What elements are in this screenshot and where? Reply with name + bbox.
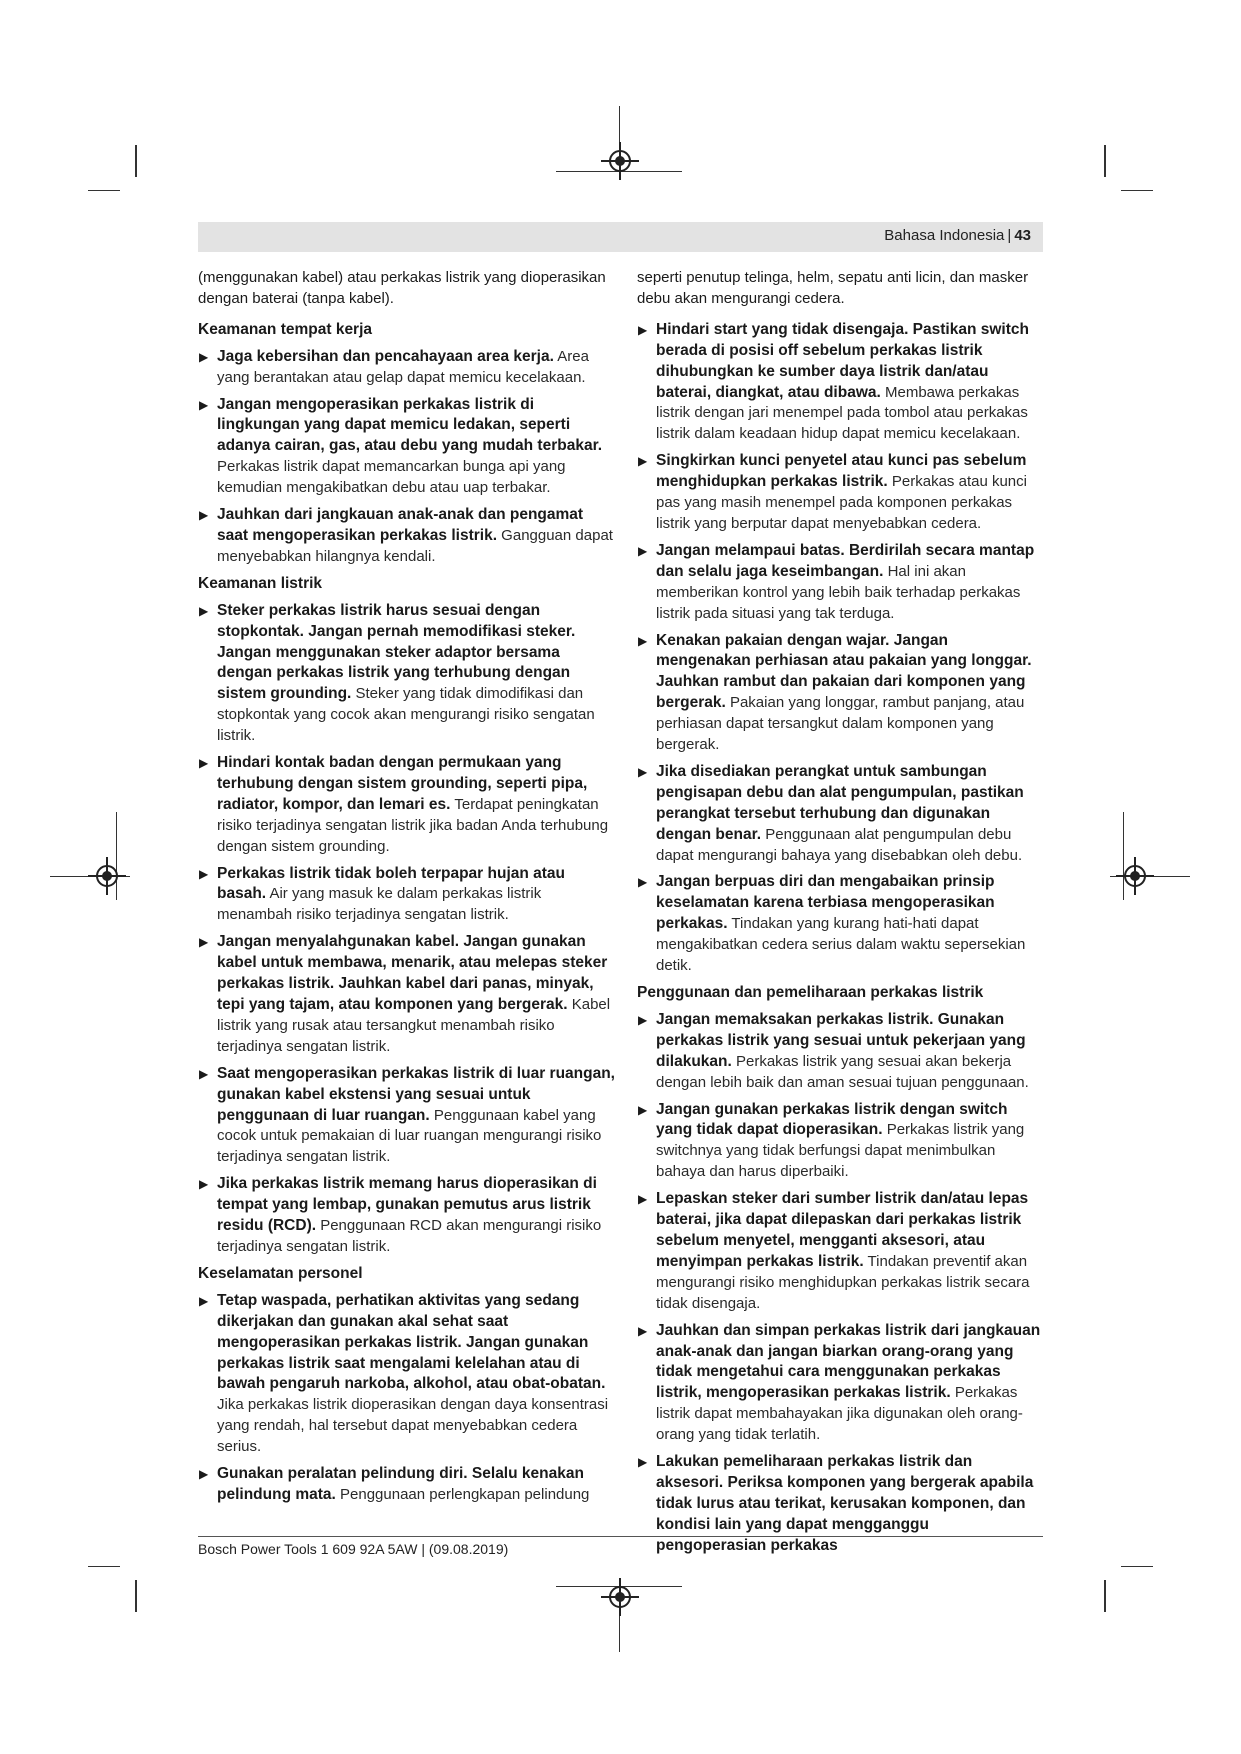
item-text: Membawa perkakas listrik dengan jari menempel pada tombol atau perkakas listrik dalam keadaan hidup dapat memicu kecelakaan. <box>656 383 1028 443</box>
item-bold-text: Saat mengoperasikan perkakas listrik di luar ruangan, gunakan kabel ekstensi yang sesuai untuk penggunaan di luar ruangan. <box>217 1064 615 1124</box>
registration-mark-icon <box>1124 865 1146 887</box>
item-bold-text: Hindari start yang tidak disengaja. Pastikan switch berada di posisi off sebelum perkakas listrik dihubungkan ke sumber daya listrik dan/atau baterai, diangkat, atau dibawa. <box>656 320 1029 401</box>
list-item <box>637 631 1042 756</box>
bullet-triangle-icon: ▶ <box>199 935 209 950</box>
item-text: Penggunaan perlengkapan pelindung <box>335 1485 590 1503</box>
list-item <box>637 1100 1042 1184</box>
list-item <box>637 762 1042 867</box>
bullet-triangle-icon: ▶ <box>199 349 209 364</box>
section-title: Keselamatan personel <box>198 1264 363 1282</box>
left-column-intro: (menggunakan kabel) atau perkakas listrik yang dioperasikan dengan baterai (tanpa kabel). <box>198 269 606 307</box>
list-item <box>637 541 1042 625</box>
item-text: Kabel listrik yang rusak atau tersangkut menambah risiko terjadinya sengatan listrik. <box>217 996 611 1055</box>
item-bold-text: Steker perkakas listrik harus sesuai dengan stopkontak. Jangan pernah memodifikasi steker. Jangan menggunakan steker adaptor bersama dengan perkakas listrik yang terhubung dengan sistem grounding. <box>217 601 576 703</box>
section-title: Keamanan listrik <box>198 574 323 592</box>
registration-mark-icon <box>609 1586 631 1608</box>
list-item <box>637 1452 1042 1557</box>
bullet-triangle-icon: ▶ <box>638 454 648 469</box>
list-item <box>198 601 616 747</box>
crop-mark <box>1121 1566 1153 1567</box>
item-bold-text: Gunakan peralatan pelindung diri. Selalu kenakan pelindung mata. <box>217 1465 584 1503</box>
header-language: Bahasa Indonesia <box>884 227 1005 244</box>
bullet-triangle-icon: ▶ <box>638 1102 648 1117</box>
item-text: Perkakas listrik dapat membahayakan jika digunakan oleh orang-orang yang tidak terlatih. <box>656 1384 1023 1444</box>
item-bold-text: Hindari kontak badan dengan permukaan yang terhubung dengan sistem grounding, seperti pipa, radiator, kompor, dan lemari es. <box>217 754 588 813</box>
list-item <box>637 320 1042 445</box>
list-item <box>637 1189 1042 1314</box>
item-bold-text: Jika disediakan perangkat untuk sambungan pengisapan debu dan alat pengumpulan, pastikan perangkat tersebut terhubung dan digunakan dengan benar. <box>656 762 1024 843</box>
item-bold-text: Jaga kebersihan dan pencahayaan area kerja. <box>217 347 554 365</box>
item-bold-text: Perkakas listrik tidak boleh terpapar hujan atau basah. <box>217 864 566 903</box>
item-text: Perkakas atau kunci pas yang masih menempel pada komponen perkakas listrik yang berputar dapat menyebabkan cedera. <box>656 473 1027 532</box>
crop-mark <box>1104 145 1106 177</box>
item-bold-text: Jauhkan dan simpan perkakas listrik dari jangkauan anak-anak dan jangan biarkan orang-orang yang tidak mengetahui cara menggunakan perkakas listrik, mengoperasikan perkakas listrik. <box>656 1321 1041 1402</box>
item-text: Terdapat peningkatan risiko terjadinya sengatan listrik jika badan Anda terhubung dengan sistem grounding. <box>217 795 609 855</box>
crop-mark <box>135 145 137 177</box>
bullet-triangle-icon: ▶ <box>638 633 648 648</box>
item-bold-text: Jangan mengoperasikan perkakas listrik di lingkungan yang dapat memicu ledakan, seperti adanya cairan, gas, atau debu yang mudah terbakar. <box>217 395 603 455</box>
item-text: Steker yang tidak dimodifikasi dan stopkontak yang cocok akan mengurangi risiko sengatan listrik. <box>217 685 595 745</box>
item-bold-text: Jangan gunakan perkakas listrik dengan switch yang tidak dapat dioperasikan. <box>656 1100 1008 1139</box>
footer-divider <box>198 1536 1043 1537</box>
bullet-triangle-icon: ▶ <box>638 1455 648 1470</box>
list-item <box>637 1010 1042 1094</box>
list-item <box>637 1321 1042 1446</box>
registration-line <box>116 812 117 900</box>
list-item <box>198 1464 616 1506</box>
item-text: Jika perkakas listrik dioperasikan dengan daya konsentrasi yang rendah, hal tersebut dapat menyebabkan cedera serius. <box>217 1396 609 1456</box>
bullet-triangle-icon: ▶ <box>199 508 209 523</box>
list-item <box>198 395 616 500</box>
item-text: Tindakan yang kurang hati-hati dapat mengakibatkan cedera serius dalam waktu sepersekian detik. <box>656 915 1026 975</box>
list-item <box>198 932 616 1057</box>
item-bold-text: Kenakan pakaian dengan wajar. Jangan mengenakan perhiasan atau pakaian yang longgar. Jauhkan rambut dan pakaian dari komponen yang bergerak. <box>656 631 1032 712</box>
page-footer: Bosch Power Tools 1 609 92A 5AW | (09.08.2019) <box>198 1541 509 1557</box>
bullet-triangle-icon: ▶ <box>199 1177 209 1192</box>
bullet-triangle-icon: ▶ <box>199 603 209 618</box>
item-bold-text: Jauhkan dari jangkauan anak-anak dan pengamat saat mengoperasikan perkakas listrik. <box>217 506 584 544</box>
list-item <box>637 872 1042 977</box>
item-bold-text: Lepaskan steker dari sumber listrik dan/atau lepas baterai, jika dapat dilepaskan dari perkakas listrik sebelum menyetel, mengganti aksesori, atau menyimpan perkakas listrik. <box>656 1190 1029 1270</box>
item-bold-text: Jangan memaksakan perkakas listrik. Gunakan perkakas listrik yang sesuai untuk pekerjaan yang dilakukan. <box>656 1010 1026 1070</box>
list-item <box>198 1064 616 1169</box>
bullet-triangle-icon: ▶ <box>199 397 209 412</box>
section-title: Penggunaan dan pemeliharaan perkakas listrik <box>637 984 984 1001</box>
item-text: Area yang berantakan atau gelap dapat memicu kecelakaan. <box>217 347 589 386</box>
registration-mark-icon <box>609 150 631 172</box>
item-text: Gangguan dapat menyebabkan hilangnya kendali. <box>217 526 613 565</box>
right-column-intro: seperti penutup telinga, helm, sepatu anti licin, dan masker debu akan mengurangi cedera. <box>637 269 1029 307</box>
bullet-triangle-icon: ▶ <box>199 1293 209 1308</box>
item-bold-text: Jangan melampaui batas. Berdirilah secara mantap dan selalu jaga keseimbangan. <box>656 541 1035 580</box>
crop-mark <box>88 190 120 191</box>
right-column <box>637 268 1042 1563</box>
item-text: Pakaian yang longgar, rambut panjang, atau perhiasan dapat tersangkut dalam komponen yang bergerak. <box>656 694 1025 754</box>
list-item <box>198 1174 616 1258</box>
page-number: 43 <box>1014 227 1031 244</box>
item-bold-text: Jika perkakas listrik memang harus dioperasikan di tempat yang lembap, gunakan pemutus arus listrik residu (RCD). <box>217 1175 597 1235</box>
item-text: Hal ini akan memberikan kontrol yang lebih baik terhadap perkakas listrik pada situasi yang tak terduga. <box>656 562 1021 622</box>
bullet-triangle-icon: ▶ <box>638 1323 648 1338</box>
item-text: Penggunaan alat pengumpulan debu dapat mengurangi bahaya yang disebabkan oleh debu. <box>656 825 1023 864</box>
item-text: Perkakas listrik yang switchnya yang tidak berfungsi dapat menimbulkan bahaya dan harus diperbaiki. <box>656 1121 1025 1181</box>
registration-line <box>1123 812 1124 900</box>
item-text: Air yang masuk ke dalam perkakas listrik menambah risiko terjadinya sengatan listrik. <box>217 885 542 924</box>
header-separator: | <box>1007 227 1012 244</box>
list-item <box>198 753 616 858</box>
bullet-triangle-icon: ▶ <box>638 875 648 890</box>
item-bold-text: Jangan menyalahgunakan kabel. Jangan gunakan kabel untuk membawa, menarik, atau melepas steker perkakas listrik. Jauhkan kabel dari panas, minyak, tepi yang tajam, atau komponen yang bergerak. <box>217 933 608 1013</box>
item-text: Penggunaan RCD akan mengurangi risiko terjadinya sengatan listrik. <box>217 1217 602 1255</box>
bullet-triangle-icon: ▶ <box>638 1012 648 1027</box>
header-text <box>884 227 1031 244</box>
item-bold-text: Tetap waspada, perhatikan aktivitas yang sedang dikerjakan dan gunakan akal sehat saat mengoperasikan perkakas listrik. Jangan gunakan perkakas listrik saat mengalami kelelahan atau di bawah pengaruh narkoba, alkohol, atau obat-obatan. <box>217 1291 606 1393</box>
item-text: Perkakas listrik dapat memancarkan bunga api yang kemudian mengakibatkan debu atau uap terbakar. <box>217 458 566 497</box>
page-header <box>198 222 1043 252</box>
list-item <box>198 505 616 568</box>
left-column <box>198 268 616 1512</box>
item-text: Tindakan preventif akan mengurangi risiko menghidupkan perkakas listrik secara tidak disengaja. <box>656 1252 1030 1312</box>
bullet-triangle-icon: ▶ <box>199 1467 209 1482</box>
crop-mark <box>1121 190 1153 191</box>
list-item <box>198 864 616 927</box>
item-bold-text: Singkirkan kunci penyetel atau kunci pas sebelum menghidupkan perkakas listrik. <box>656 452 1027 491</box>
item-bold-text: Lakukan pemeliharaan perkakas listrik dan aksesori. Periksa komponen yang bergerak apabila tidak lurus atau terikat, kerusakan komponen, dan kondisi lain yang dapat mengganggu pengoperasian perkakas <box>656 1453 1034 1554</box>
item-bold-text: Jangan berpuas diri dan mengabaikan prinsip keselamatan karena terbiasa mengoperasikan perkakas. <box>656 873 995 933</box>
crop-mark <box>88 1566 120 1567</box>
bullet-triangle-icon: ▶ <box>638 764 648 779</box>
section-title: Keamanan tempat kerja <box>198 320 373 338</box>
bullet-triangle-icon: ▶ <box>199 1066 209 1081</box>
item-text: Perkakas listrik yang sesuai akan bekerja dengan lebih baik dan aman sesuai tujuan penggunaan. <box>656 1052 1029 1091</box>
crop-mark <box>1104 1580 1106 1612</box>
bullet-triangle-icon: ▶ <box>638 543 648 558</box>
list-item <box>198 1291 616 1458</box>
crop-mark <box>135 1580 137 1612</box>
bullet-triangle-icon: ▶ <box>638 1192 648 1207</box>
bullet-triangle-icon: ▶ <box>199 756 209 771</box>
registration-mark-icon <box>96 865 118 887</box>
list-item <box>637 451 1042 535</box>
bullet-triangle-icon: ▶ <box>638 322 648 337</box>
list-item <box>198 347 616 389</box>
item-text: Penggunaan kabel yang cocok untuk pemakaian di luar ruangan mengurangi risiko terjadinya sengatan listrik. <box>217 1106 602 1166</box>
bullet-triangle-icon: ▶ <box>199 866 209 881</box>
